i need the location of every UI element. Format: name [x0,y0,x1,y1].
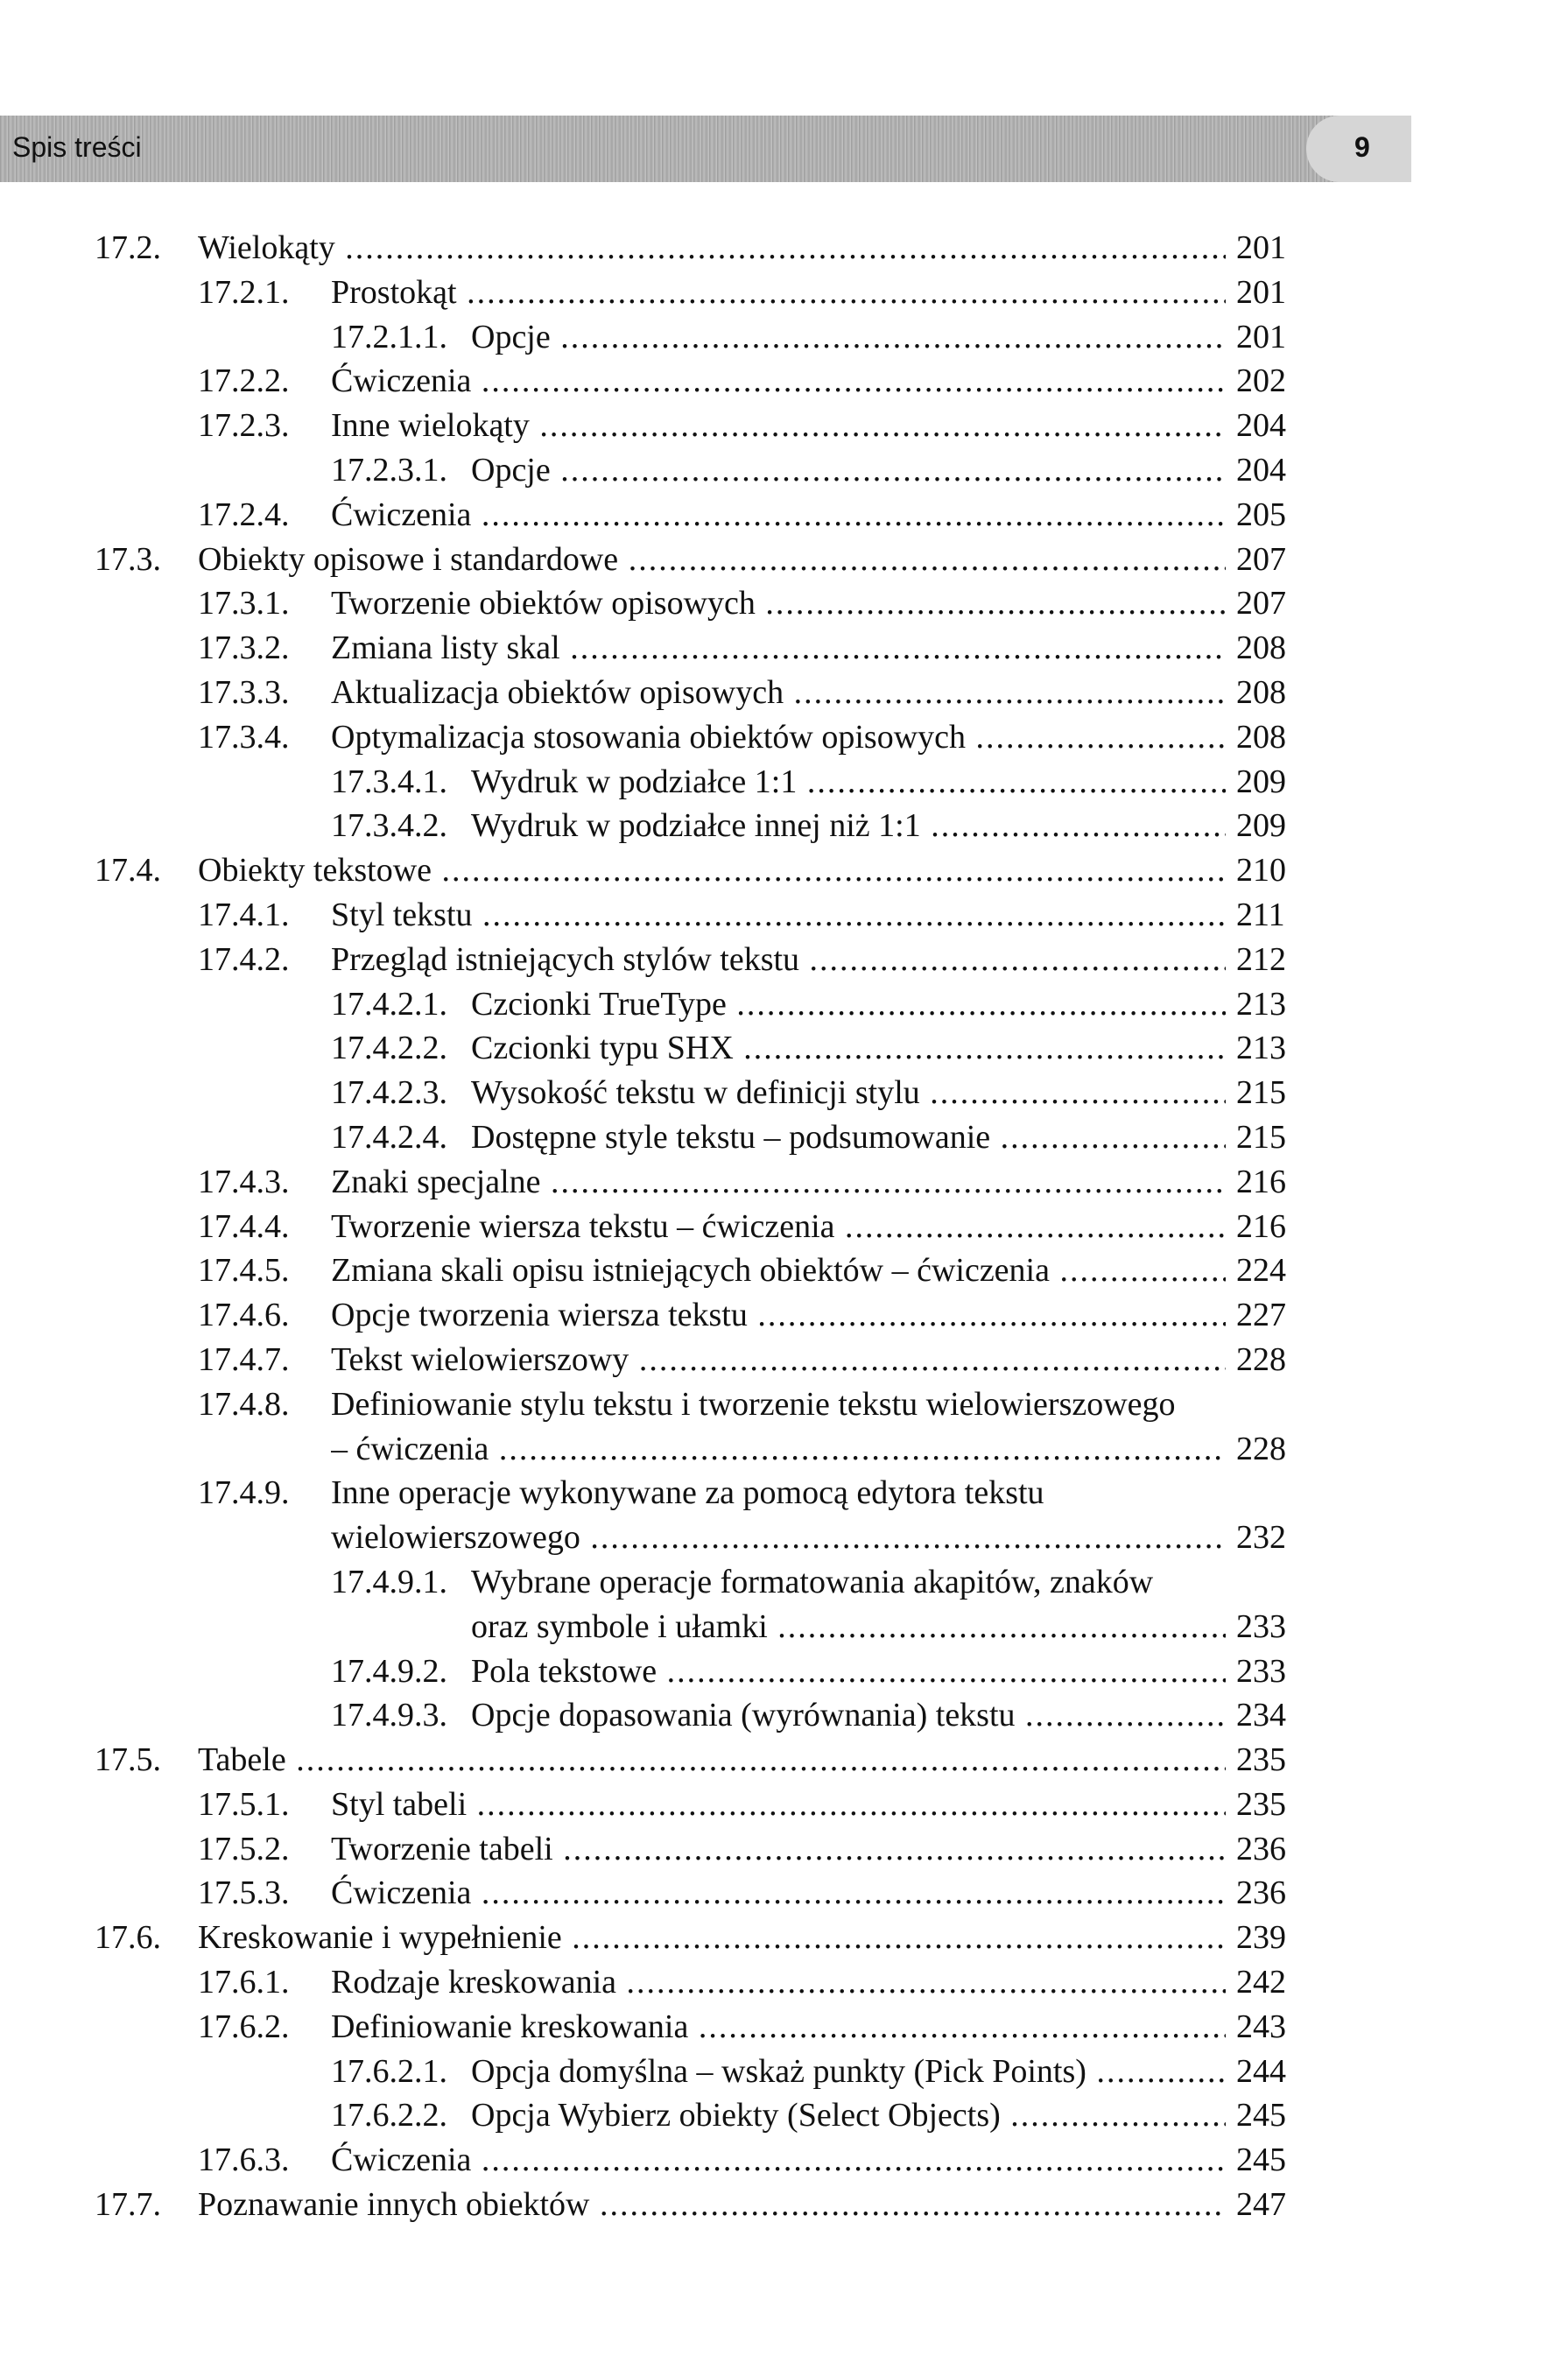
toc-entry [0,1871,1411,1916]
toc-entry-number: 17.2.4. [198,496,290,533]
toc-entry [0,2050,1411,2094]
toc-entry [0,1649,1411,1694]
toc-entry-page: 208 [1236,629,1286,667]
toc-entry-page: 213 [1236,985,1286,1023]
toc-entry [0,1471,1411,1516]
toc-entry-number: 17.5.2. [198,1830,290,1867]
toc-entry [0,1071,1411,1115]
toc-entry [0,2183,1411,2227]
toc-entry-title: Inne wielokąty ..... [331,404,1226,448]
toc-entry-number: 17.6.2. [198,2008,290,2045]
toc-entry-title: Opcje tworzenia wiersza tekstu ..... [331,1293,1226,1338]
toc-entry-page: 247 [1236,2186,1286,2224]
toc-entry-title: Czcionki typu SHX ..... [471,1026,1226,1071]
toc-entry [0,1160,1411,1205]
toc-entry [0,804,1411,848]
toc-entry-number: 17.4.9.1. [331,1563,447,1600]
toc-entry-number: 17.5.3. [198,1874,290,1912]
toc-entry-page: 228 [1236,1430,1286,1467]
toc-entry-number: 17.4.9.2. [331,1652,447,1690]
toc-entry-number: 17.6.2.1. [331,2052,447,2090]
toc-entry-page: 233 [1236,1652,1286,1690]
toc-entry [0,1738,1411,1783]
toc-entry-number: 17.2. [95,229,161,266]
toc-entry [0,538,1411,582]
toc-entry-page: 211 [1236,896,1285,933]
toc-entry [0,2093,1411,2138]
toc-entry-page: 234 [1236,1697,1286,1734]
toc-entry [0,848,1411,893]
toc-entry [0,1338,1411,1382]
toc-entry-page: 236 [1236,1830,1286,1867]
toc-entry-page: 242 [1236,1964,1286,2001]
toc-entry-number: 17.4.9.3. [331,1697,447,1734]
toc-entry [0,1248,1411,1293]
toc-entry-title: Tabele ..... [198,1738,1226,1783]
toc-entry-title: Wysokość tekstu w definicji stylu ..... [471,1071,1226,1115]
toc-entry-title: Tekst wielowierszowy ..... [331,1338,1226,1382]
toc-entry-title: Dostępne style tekstu – podsumowanie ..... [471,1115,1226,1160]
toc-entry-number: 17.2.3. [198,407,290,445]
toc-entry [0,315,1411,360]
toc-entry-title: Opcje ..... [471,448,1226,493]
toc-entry-page: 227 [1236,1297,1286,1334]
toc-entry-title: Inne operacje wykonywane za pomocą edytora tekstu [331,1474,1044,1512]
toc-entry-page: 235 [1236,1741,1286,1779]
toc-entry-number: 17.4.2.1. [331,985,447,1023]
toc-entry-number: 17.3.2. [198,629,290,667]
toc-entry-page: 232 [1236,1519,1286,1557]
toc-entry-title: Obiekty opisowe i standardowe ..... [198,538,1226,582]
toc-entry-number: 17.6.2.2. [331,2097,447,2134]
toc-entry-number: 17.3.3. [198,673,290,711]
toc-entry-page: 235 [1236,1785,1286,1823]
toc-entry-number: 17.6.3. [198,2141,290,2179]
toc-entry-title: Poznawanie innych obiektów ..... [198,2183,1226,2227]
toc-entry [0,1026,1411,1071]
toc-entry-number: 17.5. [95,1741,161,1779]
toc-entry-page: 244 [1236,2052,1286,2090]
toc-entry [0,1382,1411,1427]
toc-entry [0,1516,1411,1560]
toc-entry [0,671,1411,715]
toc-entry-title: Opcje ..... [471,315,1226,360]
toc-entry-title: Wydruk w podziałce 1:1 ..... [471,760,1226,805]
toc-entry-page: 212 [1236,940,1286,978]
toc-entry-title: Tworzenie tabeli ..... [331,1827,1226,1872]
toc-entry-number: 17.4.4. [198,1207,290,1245]
toc-entry-page: 201 [1236,273,1286,311]
toc-entry [0,982,1411,1027]
toc-entry [0,1693,1411,1738]
toc-entry [0,1205,1411,1249]
toc-entry-title: Zmiana listy skal ..... [331,626,1226,671]
toc-entry-number: 17.3. [95,540,161,578]
toc-entry [0,359,1411,404]
toc-entry-title: Pola tekstowe ..... [471,1649,1226,1694]
toc-entry-title: Aktualizacja obiektów opisowych ..... [331,671,1226,715]
toc-entry-title: Obiekty tekstowe ..... [198,848,1226,893]
toc-entry-title: Ćwiczenia ..... [331,359,1226,404]
toc-entry-number: 17.3.1. [198,585,290,622]
toc-entry [0,1605,1411,1649]
toc-entry-page: 205 [1236,496,1286,533]
toc-entry [0,1293,1411,1338]
toc-entry-page: 208 [1236,718,1286,756]
toc-entry-number: 17.2.2. [198,362,290,400]
toc-entry [0,626,1411,671]
toc-entry-title: Przegląd istniejących stylów tekstu ..... [331,938,1226,982]
toc-entry-title: Optymalizacja stosowania obiektów opisowych ..... [331,715,1226,760]
toc-entry-title: Styl tekstu ..... [331,893,1226,938]
toc-entry-page: 245 [1236,2097,1286,2134]
toc-entry-page: 215 [1236,1074,1286,1112]
toc-entry-page: 243 [1236,2008,1286,2045]
toc-entry-page: 216 [1236,1207,1286,1245]
toc-entry-page: 213 [1236,1030,1286,1067]
toc-entry-title: Wydruk w podziałce innej niż 1:1 ..... [471,804,1226,848]
toc-entry [0,2138,1411,2183]
toc-entry-title: Opcja Wybierz obiekty (Select Objects) ..... [471,2093,1226,2138]
toc-entry-title: Definiowanie kreskowania ..... [331,2005,1226,2050]
toc-entry-title: Rodzaje kreskowania ..... [331,1960,1226,2005]
toc-entry-title: Zmiana skali opisu istniejących obiektów – ćwiczenia ..... [331,1248,1226,1293]
toc-entry-page: 208 [1236,673,1286,711]
toc-entry-page: 210 [1236,852,1286,890]
table-of-contents [0,226,1568,2227]
toc-entry-page: 202 [1236,362,1286,400]
toc-entry-page: 228 [1236,1340,1286,1378]
toc-entry-number: 17.4.2.3. [331,1074,447,1112]
toc-entry [0,715,1411,760]
toc-entry-number: 17.4.1. [198,896,290,933]
toc-entry [0,1916,1411,1960]
toc-entry-title: Opcja domyślna – wskaż punkty (Pick Points) ..... [471,2050,1226,2094]
toc-entry-title: Czcionki TrueType ..... [471,982,1226,1027]
toc-entry-number: 17.6.1. [198,1964,290,2001]
toc-entry-title: Tworzenie wiersza tekstu – ćwiczenia ..... [331,1205,1226,1249]
toc-entry-title: Ćwiczenia ..... [331,2138,1226,2183]
toc-entry-title: wielowierszowego ..... [331,1516,1226,1560]
toc-entry-title: Wielokąty ..... [198,226,1226,271]
toc-entry-page: 209 [1236,763,1286,800]
toc-entry [0,760,1411,805]
toc-entry [0,404,1411,448]
toc-entry-number: 17.4.9. [198,1474,290,1512]
toc-entry-title: – ćwiczenia ..... [331,1427,1226,1472]
toc-entry-number: 17.4.2.4. [331,1118,447,1156]
toc-entry-number: 17.4.3. [198,1163,290,1200]
toc-entry-title: Kreskowanie i wypełnienie ..... [198,1916,1226,1960]
toc-entry-title: Wybrane operacje formatowania akapitów, znaków [471,1563,1154,1600]
toc-entry-title: Definiowanie stylu tekstu i tworzenie tekstu wielowierszowego [331,1385,1176,1423]
toc-entry-title: Opcje dopasowania (wyrównania) tekstu ..... [471,1693,1226,1738]
toc-entry-page: 239 [1236,1919,1286,1957]
toc-entry [0,2005,1411,2050]
toc-entry-number: 17.3.4.1. [331,763,447,800]
toc-entry [0,938,1411,982]
toc-entry-page: 204 [1236,451,1286,489]
toc-entry-title: Ćwiczenia ..... [331,493,1226,538]
toc-entry [0,1427,1411,1472]
toc-entry-number: 17.4.8. [198,1385,290,1423]
toc-entry-page: 245 [1236,2141,1286,2179]
toc-entry-page: 207 [1236,585,1286,622]
toc-entry [0,448,1411,493]
toc-entry [0,1827,1411,1872]
toc-entry-title: oraz symbole i ułamki ..... [471,1605,1226,1649]
toc-entry-number: 17.4.7. [198,1340,290,1378]
running-header [0,116,1411,182]
toc-entry [0,1783,1411,1827]
toc-entry-number: 17.2.1.1. [331,318,447,355]
toc-entry [0,271,1411,315]
header-title: Spis treści [12,131,142,163]
toc-entry-page: 209 [1236,807,1286,845]
toc-entry-number: 17.4.6. [198,1297,290,1334]
toc-entry-title: Styl tabeli ..... [331,1783,1226,1827]
toc-entry-number: 17.2.3.1. [331,451,447,489]
toc-entry-number: 17.4.2.2. [331,1030,447,1067]
toc-entry [0,893,1411,938]
toc-entry-number: 17.4.5. [198,1252,290,1290]
toc-entry-page: 204 [1236,407,1286,445]
toc-entry [0,226,1411,271]
toc-entry-number: 17.3.4. [198,718,290,756]
toc-entry-number: 17.4.2. [198,940,290,978]
toc-entry [0,1560,1411,1605]
toc-entry [0,1960,1411,2005]
toc-entry-title: Ćwiczenia ..... [331,1871,1226,1916]
toc-entry-number: 17.6. [95,1919,161,1957]
toc-entry [0,581,1411,626]
page-number: 9 [1354,131,1370,163]
toc-entry-page: 201 [1236,318,1286,355]
toc-entry-title: Znaki specjalne ..... [331,1160,1226,1205]
toc-entry-title: Prostokąt ..... [331,271,1226,315]
toc-entry-number: 17.3.4.2. [331,807,447,845]
toc-entry-page: 236 [1236,1874,1286,1912]
toc-entry [0,1115,1411,1160]
toc-entry-number: 17.2.1. [198,273,290,311]
toc-entry-number: 17.7. [95,2186,161,2224]
toc-entry-number: 17.5.1. [198,1785,290,1823]
toc-entry-page: 224 [1236,1252,1286,1290]
toc-entry-page: 215 [1236,1118,1286,1156]
toc-entry-title: Tworzenie obiektów opisowych ..... [331,581,1226,626]
toc-entry-page: 233 [1236,1607,1286,1645]
toc-entry [0,493,1411,538]
toc-entry-page: 207 [1236,540,1286,578]
toc-entry-page: 216 [1236,1163,1286,1200]
toc-entry-page: 201 [1236,229,1286,266]
toc-entry-number: 17.4. [95,852,161,890]
